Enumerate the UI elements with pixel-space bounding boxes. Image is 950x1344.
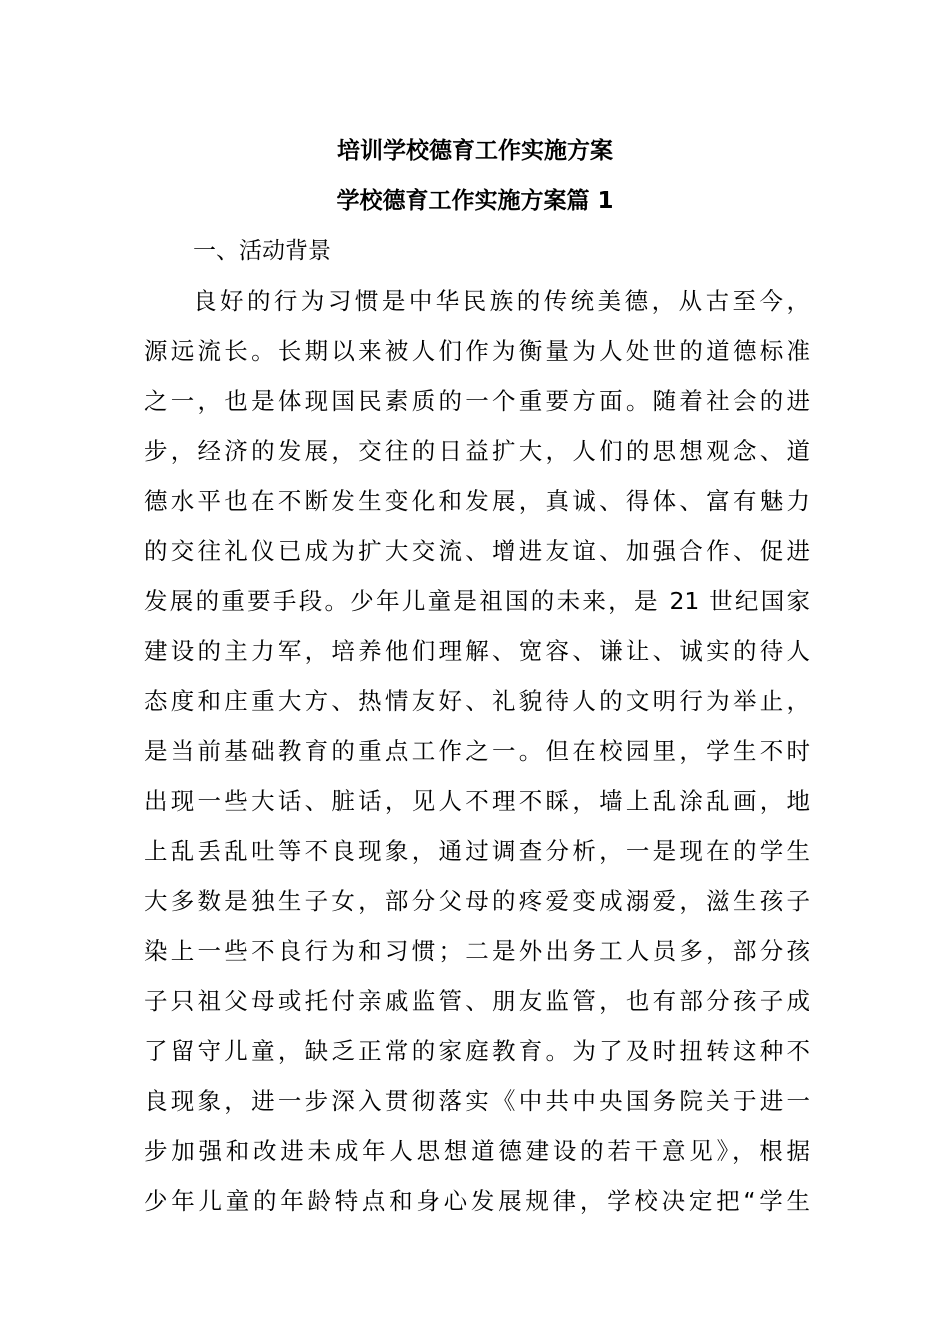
paragraph-line: 良好的行为习惯是中华民族的传统美德，从古至今，: [193, 287, 810, 315]
paragraph-line: 出现一些大话、脏话，见人不理不睬，墙上乱涂乱画，地: [144, 787, 810, 815]
paragraph-line: 大多数是独生子女，部分父母的疼爱变成溺爱，滋生孩子: [144, 887, 810, 915]
paragraph-line: 之一，也是体现国民素质的一个重要方面。随着社会的进: [144, 387, 810, 415]
paragraph-line: 上乱丢乱吐等不良现象，通过调查分析，一是现在的学生: [144, 837, 810, 865]
paragraph-line: 少年儿童的年龄特点和身心发展规律，学校决定把“学生: [144, 1187, 810, 1215]
paragraph-line: 步，经济的发展，交往的日益扩大，人们的思想观念、道: [144, 437, 810, 465]
paragraph-line: 德水平也在不断发生变化和发展，真诚、得体、富有魅力: [144, 487, 810, 515]
paragraph-line: 步加强和改进未成年人思想道德建设的若干意见》，根据: [144, 1137, 810, 1165]
paragraph-line: 是当前基础教育的重点工作之一。但在校园里，学生不时: [144, 737, 810, 765]
document-subtitle: 学校德育工作实施方案篇 1: [336, 188, 614, 214]
body-paragraph: [144, 285, 810, 1235]
paragraph-line: 子只祖父母或托付亲戚监管、朋友监管，也有部分孩子成: [144, 987, 810, 1015]
paragraph-line: 源远流长。长期以来被人们作为衡量为人处世的道德标准: [144, 337, 810, 365]
paragraph-line: 染上一些不良行为和习惯；二是外出务工人员多，部分孩: [144, 937, 810, 965]
paragraph-line: 了留守儿童，缺乏正常的家庭教育。为了及时扭转这种不: [144, 1037, 810, 1065]
section-heading: 一、活动背景: [193, 238, 331, 264]
paragraph-line: 建设的主力军，培养他们理解、宽容、谦让、诚实的待人: [144, 637, 810, 665]
paragraph-line: 良现象，进一步深入贯彻落实《中共中央国务院关于进一: [144, 1087, 810, 1115]
paragraph-line: 发展的重要手段。少年儿童是祖国的未来，是 21 世纪国家: [144, 587, 810, 615]
paragraph-line: 态度和庄重大方、热情友好、礼貌待人的文明行为举止，: [144, 687, 810, 715]
document-title: 培训学校德育工作实施方案: [337, 138, 613, 164]
paragraph-line: 的交往礼仪已成为扩大交流、增进友谊、加强合作、促进: [144, 537, 810, 565]
